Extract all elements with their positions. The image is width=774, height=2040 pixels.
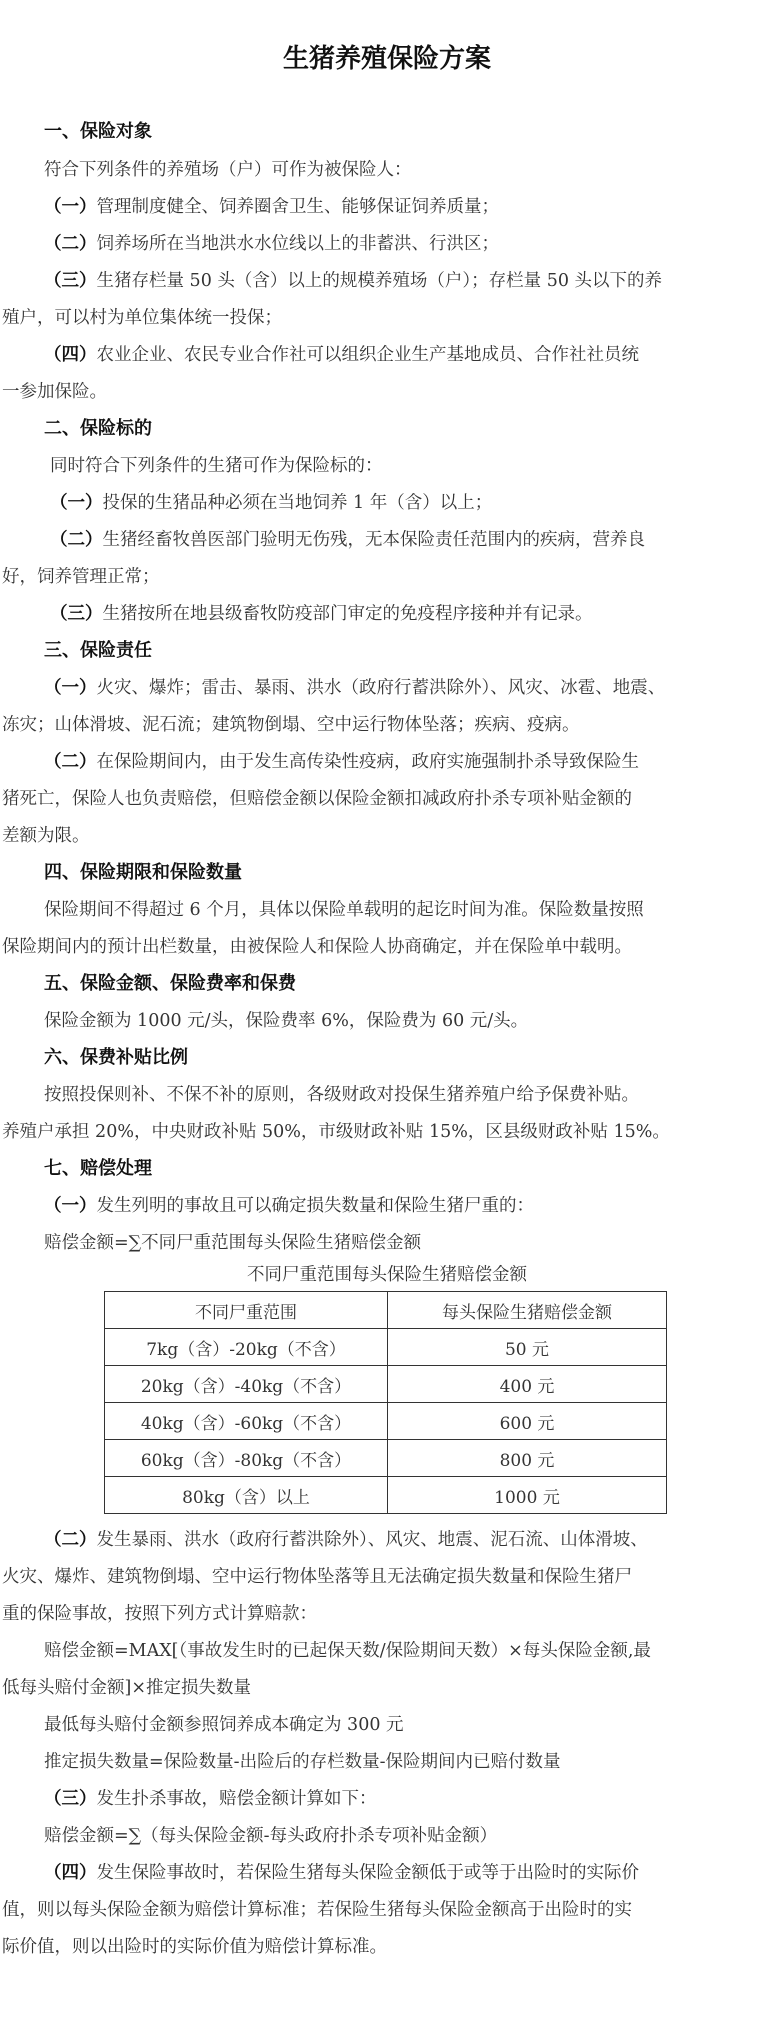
list-item — [0, 595, 774, 633]
table-cell: 7kg（含）-20kg（不含） — [105, 1329, 388, 1366]
table-row — [105, 1366, 667, 1403]
item-text: 发生保险事故时，若保险生猪每头保险金额低于或等于出险时的实际价 — [96, 1863, 639, 1883]
table-cell: 50 元 — [388, 1329, 667, 1366]
list-item — [0, 1187, 774, 1225]
paragraph-continuation: 殖户，可以村为单位集体统一投保； — [2, 308, 282, 328]
item-label: （三） — [44, 1789, 97, 1809]
item-label: （二） — [44, 1530, 97, 1550]
table-header-row — [105, 1292, 667, 1329]
item-text: 发生暴雨、洪水（政府行蓄洪除外）、风灾、地震、泥石流、山体滑坡、 — [96, 1530, 648, 1550]
list-item — [0, 1521, 774, 1559]
item-text: 发生列明的事故且可以确定损失数量和保险生猪尸重的： — [96, 1196, 534, 1216]
table-cell: 600 元 — [388, 1403, 667, 1440]
item-label: （二） — [50, 530, 103, 550]
item-text: 管理制度健全、饲养圈舍卫生、能够保证饲养质量； — [96, 197, 499, 217]
item-label: （二） — [44, 752, 97, 772]
list-item — [0, 521, 774, 559]
paragraph: 最低每头赔付金额参照饲养成本确定为 300 元 — [44, 1715, 404, 1735]
paragraph-continuation: 差额为限。 — [2, 826, 90, 846]
paragraph: 保险期间不得超过 6 个月，具体以保险单载明的起讫时间为准。保险数量按照 — [44, 900, 644, 920]
table-row — [105, 1440, 667, 1477]
paragraph-continuation: 好，饲养管理正常； — [2, 567, 160, 587]
item-text: 饲养场所在当地洪水水位线以上的非蓄洪、行洪区； — [96, 234, 499, 254]
section-heading: 一、保险对象 — [44, 121, 152, 142]
table-cell: 400 元 — [388, 1366, 667, 1403]
formula: 赔偿金额=∑（每头保险金额-每头政府扑杀专项补贴金额） — [44, 1826, 498, 1846]
item-text: 生猪存栏量 50 头（含）以上的规模养殖场（户）；存栏量 50 头以下的养 — [96, 271, 663, 291]
item-text: 生猪经畜牧兽医部门验明无伤残，无本保险责任范围内的疾病，营养良 — [102, 530, 645, 550]
table-cell: 800 元 — [388, 1440, 667, 1477]
paragraph: 符合下列条件的养殖场（户）可作为被保险人： — [44, 160, 412, 180]
table-caption: 不同尸重范围每头保险生猪赔偿金额 — [247, 1265, 527, 1285]
compensation-table — [104, 1291, 667, 1514]
item-label: （三） — [44, 271, 97, 291]
table-row — [105, 1403, 667, 1440]
item-text: 发生扑杀事故，赔偿金额计算如下： — [96, 1789, 377, 1809]
section-heading: 七、赔偿处理 — [44, 1158, 152, 1179]
formula: 赔偿金额=MAX[（事故发生时的已起保天数/保险期间天数）×每头保险金额,最 — [44, 1641, 651, 1661]
table-cell: 20kg（含）-40kg（不含） — [105, 1366, 388, 1403]
section-heading: 四、保险期限和保险数量 — [44, 862, 242, 883]
paragraph: 保险金额为 1000 元/头，保险费率 6%，保险费为 60 元/头。 — [44, 1011, 529, 1031]
paragraph-continuation: 养殖户承担 20%，中央财政补贴 50%，市级财政补贴 15%，区县级财政补贴 15%。 — [2, 1122, 670, 1142]
table-cell: 1000 元 — [388, 1477, 667, 1514]
item-label: （一） — [50, 493, 103, 513]
table-cell: 40kg（含）-60kg（不含） — [105, 1403, 388, 1440]
formula: 赔偿金额=∑不同尸重范围每头保险生猪赔偿金额 — [44, 1233, 422, 1253]
paragraph-continuation: 火灾、爆炸、建筑物倒塌、空中运行物体坠落等且无法确定损失数量和保险生猪尸 — [2, 1567, 632, 1587]
list-item — [0, 262, 774, 300]
paragraph-continuation: 一参加保险。 — [2, 382, 107, 402]
item-text: 投保的生猪品种必须在当地饲养 1 年（含）以上； — [102, 493, 493, 513]
section-heading: 三、保险责任 — [44, 640, 152, 661]
page-title: 生猪养殖保险方案 — [282, 44, 491, 74]
item-text: 火灾、爆炸；雷击、暴雨、洪水（政府行蓄洪除外）、风灾、冰雹、地震、 — [96, 678, 666, 698]
paragraph: 推定损失数量=保险数量-出险后的存栏数量-保险期间内已赔付数量 — [44, 1752, 561, 1772]
paragraph-continuation: 猪死亡，保险人也负责赔偿，但赔偿金额以保险金额扣减政府扑杀专项补贴金额的 — [2, 789, 632, 809]
item-label: （三） — [50, 604, 103, 624]
list-item — [0, 225, 774, 263]
item-label: （四） — [44, 345, 97, 365]
item-text: 生猪按所在地县级畜牧防疫部门审定的免疫程序接种并有记录。 — [102, 604, 593, 624]
item-label: （一） — [44, 678, 97, 698]
paragraph: 同时符合下列条件的生猪可作为保险标的： — [50, 456, 383, 476]
item-label: （二） — [44, 234, 97, 254]
paragraph: 按照投保则补、不保不补的原则，各级财政对投保生猪养殖户给予保费补贴。 — [44, 1085, 639, 1105]
item-label: （一） — [44, 197, 97, 217]
list-item — [0, 669, 774, 707]
section-heading: 二、保险标的 — [44, 418, 152, 439]
list-item — [0, 484, 774, 522]
item-label: （四） — [44, 1863, 97, 1883]
paragraph-continuation: 值，则以每头保险金额为赔偿计算标准；若保险生猪每头保险金额高于出险时的实 — [2, 1900, 632, 1920]
list-item — [0, 188, 774, 226]
item-label: （一） — [44, 1196, 97, 1216]
table-cell: 60kg（含）-80kg（不含） — [105, 1440, 388, 1477]
list-item — [0, 1854, 774, 1892]
list-item — [0, 336, 774, 374]
section-heading: 五、保险金额、保险费率和保费 — [44, 973, 296, 994]
paragraph-continuation: 重的保险事故，按照下列方式计算赔款： — [2, 1604, 317, 1624]
table-header-cell: 每头保险生猪赔偿金额 — [388, 1292, 667, 1329]
paragraph-continuation: 保险期间内的预计出栏数量，由被保险人和保险人协商确定，并在保险单中载明。 — [2, 937, 632, 957]
table-header-cell: 不同尸重范围 — [105, 1292, 388, 1329]
list-item — [0, 1780, 774, 1818]
paragraph-continuation: 际价值，则以出险时的实际价值为赔偿计算标准。 — [2, 1937, 387, 1957]
list-item — [0, 743, 774, 781]
paragraph-continuation: 冻灾；山体滑坡、泥石流；建筑物倒塌、空中运行物体坠落；疾病、疫病。 — [2, 715, 580, 735]
table-row — [105, 1477, 667, 1514]
item-text: 在保险期间内，由于发生高传染性疫病，政府实施强制扑杀导致保险生 — [96, 752, 639, 772]
formula-continuation: 低每头赔付金额]×推定损失数量 — [2, 1678, 251, 1698]
section-heading: 六、保费补贴比例 — [44, 1047, 188, 1068]
table-cell: 80kg（含）以上 — [105, 1477, 388, 1514]
item-text: 农业企业、农民专业合作社可以组织企业生产基地成员、合作社社员统 — [96, 345, 639, 365]
table-row — [105, 1329, 667, 1366]
